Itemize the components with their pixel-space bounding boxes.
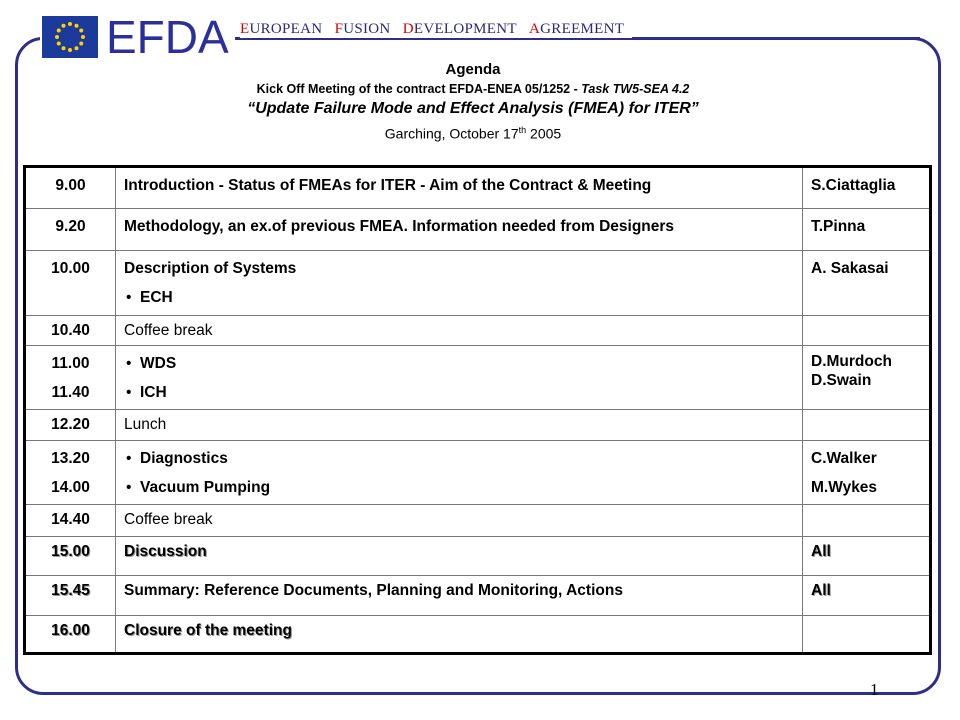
bullet-item: • WDS [124,346,794,378]
time-text: 13.20 [51,450,90,467]
topic-cell [116,251,803,316]
bullet-item: • ICH [124,378,794,407]
table-row [25,537,931,576]
table-row [25,251,931,316]
table-row [25,441,931,505]
contract-text: Kick Off Meeting of the contract EFDA-ENEA 05/1252 - [256,82,582,96]
speaker-text: S.Ciattaglia [811,177,896,194]
time-cell [25,505,116,537]
time-cell [25,576,116,616]
speaker-cell [803,316,931,346]
speaker-cell [803,537,931,576]
topic-cell [116,346,803,410]
time-cell [25,209,116,251]
place-text: Garching, October 17 [384,125,519,142]
speaker-cell [803,167,931,209]
speaker-cell [803,505,931,537]
topic-cell [116,167,803,209]
topic-cell [116,410,803,441]
speaker-text: M.Wykes [811,479,878,496]
time-text: 14.00 [51,479,90,496]
agreement-word: USION [343,21,391,37]
speaker-text: D.Swain [811,372,872,389]
speaker-text: C.Walker [811,450,877,467]
agreement-initial: D [402,21,414,37]
speaker-text: All [811,582,831,599]
topic-cell [116,616,803,654]
time-cell [25,316,116,346]
topic-text: Coffee break [124,322,213,339]
agreement-initial: A [529,21,541,37]
speaker-text: D.Murdoch [811,353,892,370]
topic-text: Description of Systems [124,260,297,277]
topic-cell [116,316,803,346]
speaker-cell [803,441,931,505]
topic-cell [116,576,803,616]
agreement-initial: F [334,21,344,37]
time-cell [25,346,116,410]
speaker-text: A. Sakasai [811,260,889,277]
speaker-cell [803,616,931,654]
time-cell [25,410,116,441]
year-text: 2005 [526,125,562,142]
speaker-cell [803,410,931,441]
topic-cell [116,441,803,505]
table-row [25,576,931,616]
flag-star-icon [75,24,79,28]
table-row [25,346,931,410]
page-number: 1 [870,680,879,699]
table-row [25,505,931,537]
time-cell [25,537,116,576]
flag-star-icon [68,48,72,52]
topic-text: Discussion [124,543,207,560]
bullet-item: • Diagnostics [124,441,794,473]
topic-text: Coffee break [124,511,213,528]
date-suffix: th [518,125,527,135]
table-row [25,616,931,654]
agreement-word: GREEMENT [540,21,625,37]
agreement-word: UROPEAN [249,21,323,37]
bullet-item: • Vacuum Pumping [124,473,794,502]
flag-star-icon [79,29,83,33]
topic-text: Introduction - Status of FMEAs for ITER - Aim of the Contract & Meeting [124,177,652,194]
topic-cell [116,505,803,537]
flag-star-icon [57,29,61,33]
flag-star-icon [75,46,79,50]
topic-text: Closure of the meeting [124,622,292,639]
speaker-cell [803,209,931,251]
place-date [0,120,946,144]
contract-line [0,80,946,98]
time-text: 10.40 [51,322,90,339]
time-text: 9.00 [55,177,86,194]
topic-text: Summary: Reference Documents, Planning and Monitoring, Actions [124,582,623,599]
agreement-title [240,21,632,38]
topic-text: Lunch [124,416,167,433]
time-cell [25,167,116,209]
logo-text: EFDA [106,11,229,63]
agenda-table [23,165,932,655]
flag-star-icon [55,35,59,39]
table-row [25,410,931,441]
title-block [0,60,946,144]
time-cell [25,251,116,316]
flag-star-icon [79,42,83,46]
speaker-cell [803,346,931,410]
bullet-item: • ECH [124,283,794,312]
speaker-cell [803,251,931,316]
table-row [25,316,931,346]
table-row [25,209,931,251]
eu-flag-icon [42,16,98,58]
topic-cell [116,537,803,576]
flag-star-icon [68,22,72,26]
topic-cell [116,209,803,251]
speaker-text: All [811,543,831,560]
agreement-initial: E [240,21,250,37]
time-text: 11.40 [51,384,90,401]
flag-star-icon [57,42,61,46]
task-text: Task TW5-SEA 4.2 [581,82,690,96]
flag-star-icon [62,24,66,28]
header-rule [660,37,920,40]
page-title: Agenda [445,61,501,78]
topic-text: Methodology, an ex.of previous FMEA. Information needed from Designers [124,218,675,235]
speaker-cell [803,576,931,616]
time-text: 15.00 [51,543,90,560]
time-text: 9.20 [55,218,86,235]
flag-star-icon [62,46,66,50]
flag-star-icon [81,35,85,39]
time-text: 11.00 [51,355,90,372]
agreement-word: EVELOPMENT [413,21,517,37]
table-row [25,167,931,209]
time-text: 12.20 [51,416,90,433]
time-text: 10.00 [51,260,90,277]
time-text: 16.00 [51,622,90,639]
speaker-text: T.Pinna [811,218,866,235]
time-text: 15.45 [51,582,90,599]
time-cell [25,441,116,505]
time-cell [25,616,116,654]
time-text: 14.40 [51,511,90,528]
subject-line: “Update Failure Mode and Effect Analysis (FMEA) for ITER” [247,100,699,117]
